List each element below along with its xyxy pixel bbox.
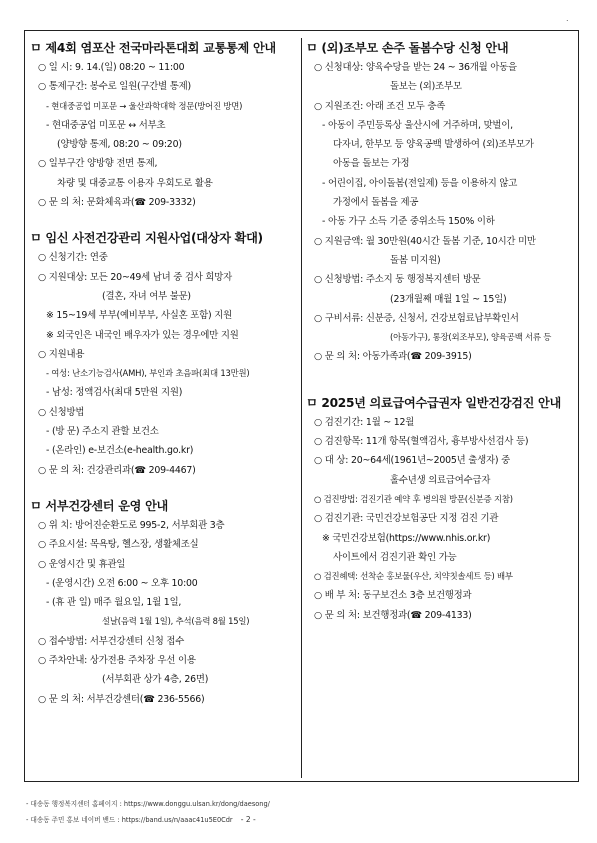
info-line: - 아동이 주민등록상 울산시에 거주하며, 맞벌이,: [322, 119, 513, 131]
info-line: ○ 지원내용: [38, 348, 85, 360]
info-line: 사이트에서 검진기관 확인 가능: [333, 551, 457, 563]
info-line: 가정에서 돌봄을 제공: [333, 197, 419, 209]
info-line: ○ 일 시: 9. 14.(일) 08:20 ~ 11:00: [38, 62, 185, 73]
info-line: 다자녀, 한부모 등 양육공백 발생하여 (외)조부모가: [333, 139, 534, 151]
info-line: ○ 문 의 처: 문화체육과(☎ 209-3332): [38, 197, 196, 209]
info-line: - 현대중공업 미포문 → 울산과학대학 정문(방어진 방면): [46, 100, 243, 111]
info-line: ○ 신청방법: [38, 406, 85, 418]
info-line: ○ 검진혜택: 선착순 홍보물(우산, 치약칫솔세트 등) 배부: [314, 571, 513, 582]
section-title: ㅁ 2025년 의료급여수급권자 일반건강검진 안내: [306, 395, 562, 410]
page-number: - 2 -: [240, 815, 256, 824]
section-grandparent-care-allowance: [306, 38, 574, 367]
info-line: 설날(음력 1월 1일), 추석(음력 8월 15일): [102, 616, 250, 627]
info-line: ○ 검진방법: 검진기관 예약 후 병의원 방문(신분증 지참): [314, 493, 513, 504]
info-line: ※ 15~19세 부부(예비부부, 사실혼 포함) 지원: [46, 310, 232, 322]
left-column: [30, 38, 298, 709]
info-line: (23개월째 매월 1일 ~ 15일): [390, 293, 507, 305]
info-line: - (방 문) 주소지 관할 보건소: [46, 426, 159, 438]
info-line: ○ 검진항목: 11개 항목(혈액검사, 흉부방사선검사 등): [314, 436, 529, 448]
info-line: ○ 신청방법: 주소지 동 행정복지센터 방문: [314, 274, 481, 286]
info-line: 돌봄 미지원): [390, 254, 441, 266]
footer-band-text: - 대송동 주민 홍보 네이버 밴드 : https://band.us/n/aaac41u5E0Cdr: [26, 816, 233, 824]
info-line: ○ 운영시간 및 휴관일: [38, 558, 126, 570]
info-line: - (운영시간) 오전 6:00 ~ 오후 10:00: [46, 577, 198, 589]
info-line: ○ 배 부 처: 동구보건소 3층 보건행정과: [314, 590, 472, 602]
section-title: ㅁ 서부건강센터 운영 안내: [30, 498, 169, 513]
info-line: ○ 구비서류: 신분증, 신청서, 건강보험료납부확인서: [314, 312, 519, 324]
info-line: 아동을 돌보는 가정: [333, 158, 410, 170]
info-line: - 현대중공업 미포문 ↔ 서부초: [46, 119, 166, 131]
corner-mark: .: [566, 14, 569, 23]
info-line: - 아동 가구 소득 기준 중위소득 150% 이하: [322, 216, 495, 228]
info-line: (아동가구), 통장(외조부모), 양육공백 서류 등: [390, 332, 552, 343]
info-line: ○ 지원대상: 모든 20~49세 남녀 중 검사 희망자: [38, 271, 232, 283]
info-line: - (휴 관 일) 매주 월요일, 1월 1일,: [46, 597, 182, 609]
footer-homepage-link: - 대송동 행정복지센터 홈페이지 : https://www.donggu.ulsan.kr/dong/daesong/: [26, 800, 270, 808]
info-line: 돌보는 (외)조부모: [390, 81, 462, 93]
info-line: 홀수년생 의료급여수급자: [390, 474, 491, 486]
section-medical-aid-health-checkup: [306, 393, 574, 625]
section-title: ㅁ 임신 사전건강관리 지원사업(대상자 확대): [30, 231, 263, 246]
info-line: ○ 검진기관: 국민건강보험공단 지정 검진 기관: [314, 513, 499, 525]
info-line: ○ 대 상: 20~64세(1961년~2005년 출생자) 중: [314, 455, 510, 467]
info-line: ○ 문 의 처: 서부건강센터(☎ 236-5566): [38, 693, 205, 705]
info-line: - 어린이집, 아이돌봄(전일제) 등을 이용하지 않고: [322, 177, 518, 189]
info-line: - 여성: 난소기능검사(AMH), 부인과 초음파(최대 13만원): [46, 368, 250, 379]
info-line: - (온라인) e-보건소(e-health.go.kr): [46, 445, 194, 457]
info-line: ○ 지원조건: 아래 조건 모두 충족: [314, 100, 446, 112]
section-west-health-center: [30, 496, 298, 709]
column-divider: [301, 38, 302, 778]
info-line: ○ 신청기간: 연중: [38, 252, 108, 264]
section-title: ㅁ (외)조부모 손주 돌봄수당 신청 안내: [306, 41, 509, 55]
section-marathon-traffic: [30, 38, 298, 212]
info-line: 차량 및 대중교통 이용자 우회도로 활용: [57, 177, 213, 189]
info-line: ○ 문 의 처: 아동가족과(☎ 209-3915): [314, 351, 472, 363]
info-line: ○ 주요시설: 목욕탕, 헬스장, 생활체조실: [38, 539, 199, 551]
info-line: ○ 문 의 처: 건강관리과(☎ 209-4467): [38, 464, 196, 476]
info-line: ○ 위 치: 방어진순환도로 995-2, 서부회관 3층: [38, 519, 225, 531]
right-column: [306, 38, 574, 625]
info-line: - 남성: 정액검사(최대 5만원 지원): [46, 387, 183, 399]
info-line: ○ 주차안내: 상가전용 주차장 우선 이용: [38, 655, 196, 667]
info-line: ○ 검진기간: 1월 ~ 12월: [314, 416, 415, 428]
info-line: (양방향 통제, 08:20 ~ 09:20): [57, 139, 182, 151]
info-line: ※ 외국인은 내국인 배우자가 있는 경우에만 지원: [46, 329, 239, 341]
info-line: (결혼, 자녀 여부 불문): [102, 290, 191, 302]
footer-band-link: [26, 814, 256, 824]
info-line: ※ 국민건강보험(https://www.nhis.or.kr): [322, 532, 491, 544]
section-pregnancy-health: [30, 228, 298, 480]
info-line: ○ 접수방법: 서부건강센터 신청 접수: [38, 635, 185, 647]
section-title: ㅁ 제4회 염포산 전국마라톤대회 교통통제 안내: [30, 41, 276, 55]
info-line: (서부회관 상가 4층, 26면): [102, 674, 209, 686]
info-line: ○ 통제구간: 봉수로 일원(구간별 통제): [38, 81, 191, 93]
info-line: ○ 지원금액: 월 30만원(40시간 돌봄 기준, 10시간 미만: [314, 235, 536, 247]
info-line: ○ 문 의 처: 보건행정과(☎ 209-4133): [314, 609, 472, 621]
info-line: ○ 신청대상: 양육수당을 받는 24 ~ 36개월 아동을: [314, 62, 517, 73]
info-line: ○ 일부구간 양방향 전면 통제,: [38, 158, 158, 170]
